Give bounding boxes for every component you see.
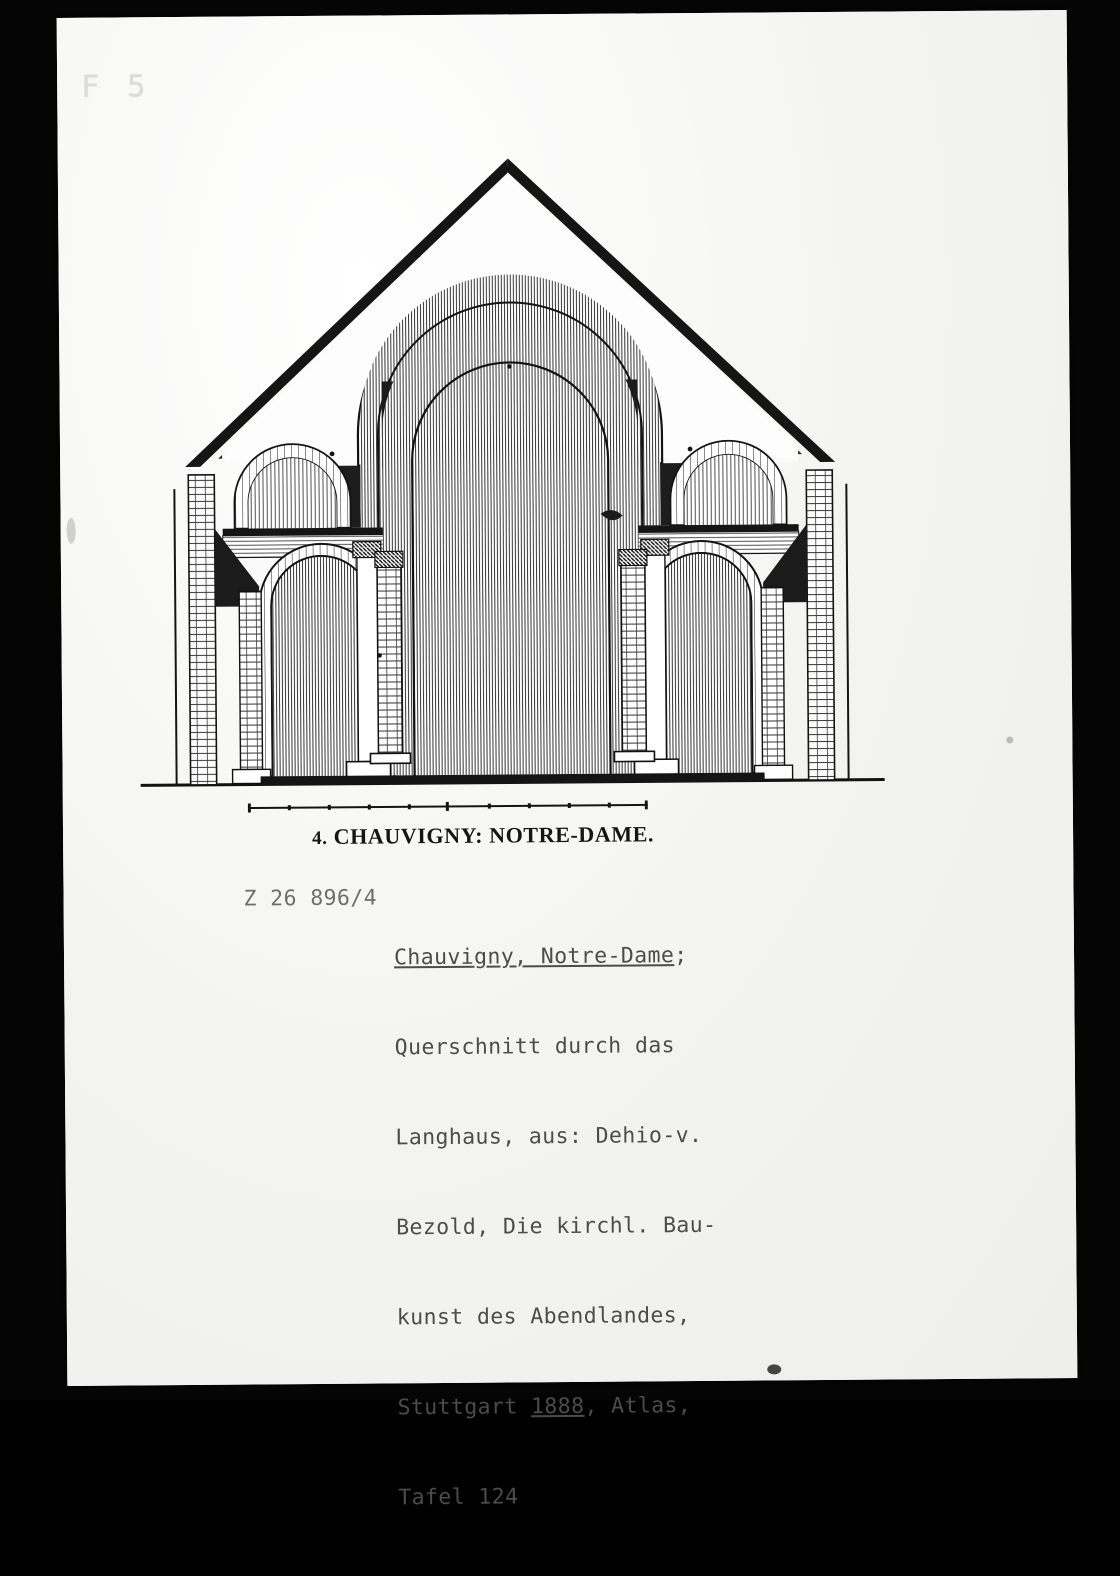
print-speck	[1006, 736, 1013, 743]
plate-caption-text: CHAUVIGNY: NOTRE-DAME.	[333, 821, 655, 849]
photographic-print	[57, 10, 1078, 1511]
record-line-2: Querschnitt durch das	[394, 1033, 676, 1061]
record-line-3: Langhaus, aus: Dehio-v.	[395, 1122, 703, 1151]
record-line-4: Bezold, Die kirchl. Bau-	[396, 1212, 717, 1241]
architectural-section-drawing	[128, 131, 893, 817]
record-line-1: Chauvigny, Notre-Dame;	[393, 943, 688, 971]
print-edge-blemish	[67, 518, 76, 544]
record-title-underlined: Chauvigny, Notre-Dame	[393, 943, 675, 971]
record-year-underlined: 1888	[530, 1393, 585, 1420]
print-surface	[57, 10, 1078, 1511]
corner-label: F 5	[81, 69, 151, 105]
plate-caption	[133, 820, 833, 851]
record-line-5: kunst des Abendlandes,	[396, 1303, 691, 1331]
plate-figure-number: 4.	[312, 827, 328, 850]
record-line-7: Tafel 124	[398, 1484, 519, 1511]
record-place: Stuttgart	[397, 1394, 518, 1421]
shelfmark: Z 26 896/4	[243, 885, 378, 912]
typed-record	[393, 878, 1018, 1573]
record-line-6: Stuttgart 1888, Atlas,	[397, 1393, 692, 1421]
